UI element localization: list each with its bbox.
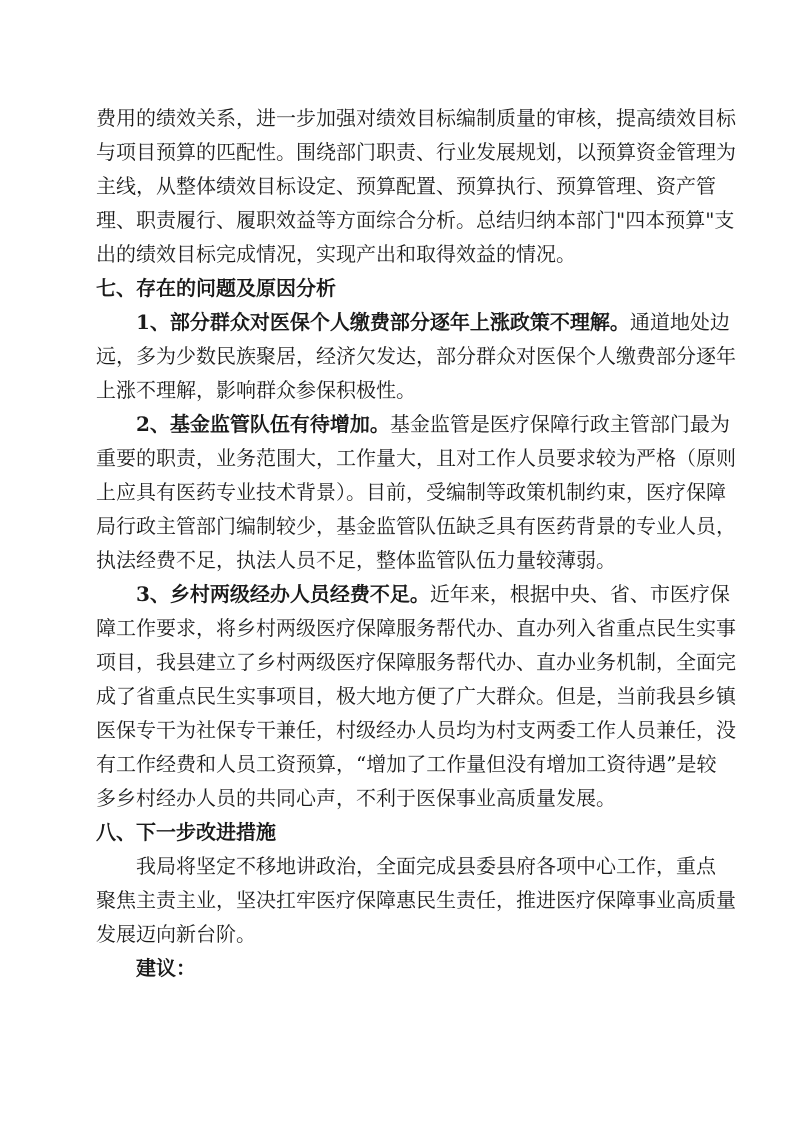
paragraph-line: 成了省重点民生实事项目，极大地方便了广大群众。但是，当前我县乡镇 <box>96 684 736 708</box>
section-heading-8: 八、下一步改进措施 <box>96 820 276 844</box>
point-1-text: 通道地处边 <box>629 310 730 334</box>
paragraph-line: 与项目预算的匹配性。围绕部门职责、行业发展规划，以预算资金管理为 <box>96 140 736 164</box>
suggestion-label: 建议： <box>136 956 196 980</box>
point-3-title: 3、乡村两级经办人员经费不足。 <box>136 582 430 606</box>
paragraph-line: 聚焦主责主业，坚决扛牢医疗保障惠民生责任，推进医疗保障事业高质量 <box>96 888 736 912</box>
point-1-title: 1、部分群众对医保个人缴费部分逐年上涨政策不理解。 <box>136 310 630 334</box>
paragraph-line: 执法经费不足，执法人员不足，整体监管队伍力量较薄弱。 <box>96 548 616 572</box>
point-2-text: 基金监管是医疗保障行政主管部门最为 <box>389 412 730 436</box>
paragraph-line <box>96 305 730 339</box>
paragraph-line <box>96 407 730 441</box>
section-heading-7: 七、存在的问题及原因分析 <box>96 276 336 300</box>
paragraph-line: 重要的职责，业务范围大，工作量大，且对工作人员要求较为严格（原则 <box>96 446 736 470</box>
paragraph-line: 项目，我县建立了乡村两级医疗保障服务帮代办、直办业务机制，全面完 <box>96 650 736 674</box>
paragraph-line: 我局将坚定不移地讲政治，全面完成县委县府各项中心工作，重点 <box>136 854 716 878</box>
paragraph-line: 上涨不理解，影响群众参保积极性。 <box>96 378 416 402</box>
paragraph-line: 局行政主管部门编制较少，基金监管队伍缺乏具有医药背景的专业人员， <box>96 514 736 538</box>
paragraph-line: 远，多为少数民族聚居，经济欠发达，部分群众对医保个人缴费部分逐年 <box>96 344 736 368</box>
paragraph-line: 出的绩效目标完成情况，实现产出和取得效益的情况。 <box>96 242 576 266</box>
paragraph-line: 发展迈向新台阶。 <box>96 922 256 946</box>
point-2-title: 2、基金监管队伍有待增加。 <box>136 412 390 436</box>
paragraph-line: 有工作经费和人员工资预算，“增加了工作量但没有增加工资待遇”是较 <box>96 752 717 776</box>
paragraph-line: 医保专干为社保专干兼任，村级经办人员均为村支两委工作人员兼任，没 <box>96 718 736 742</box>
paragraph-line: 费用的绩效关系，进一步加强对绩效目标编制质量的审核，提高绩效目标 <box>96 106 736 130</box>
paragraph-line: 主线，从整体绩效目标设定、预算配置、预算执行、预算管理、资产管 <box>96 174 716 198</box>
paragraph-line: 上应具有医药专业技术背景）。目前，受编制等政策机制约束，医疗保障 <box>96 480 726 504</box>
paragraph-line: 理、职责履行、履职效益等方面综合分析。总结归纳本部门"四本预算"支 <box>96 208 735 232</box>
paragraph-line: 多乡村经办人员的共同心声，不利于医保事业高质量发展。 <box>96 786 616 810</box>
paragraph-line: 障工作要求，将乡村两级医疗保障服务帮代办、直办列入省重点民生实事 <box>96 616 736 640</box>
point-3-text: 近年来，根据中央、省、市医疗保 <box>429 582 730 606</box>
document-body <box>96 101 736 985</box>
paragraph-line <box>96 577 730 611</box>
